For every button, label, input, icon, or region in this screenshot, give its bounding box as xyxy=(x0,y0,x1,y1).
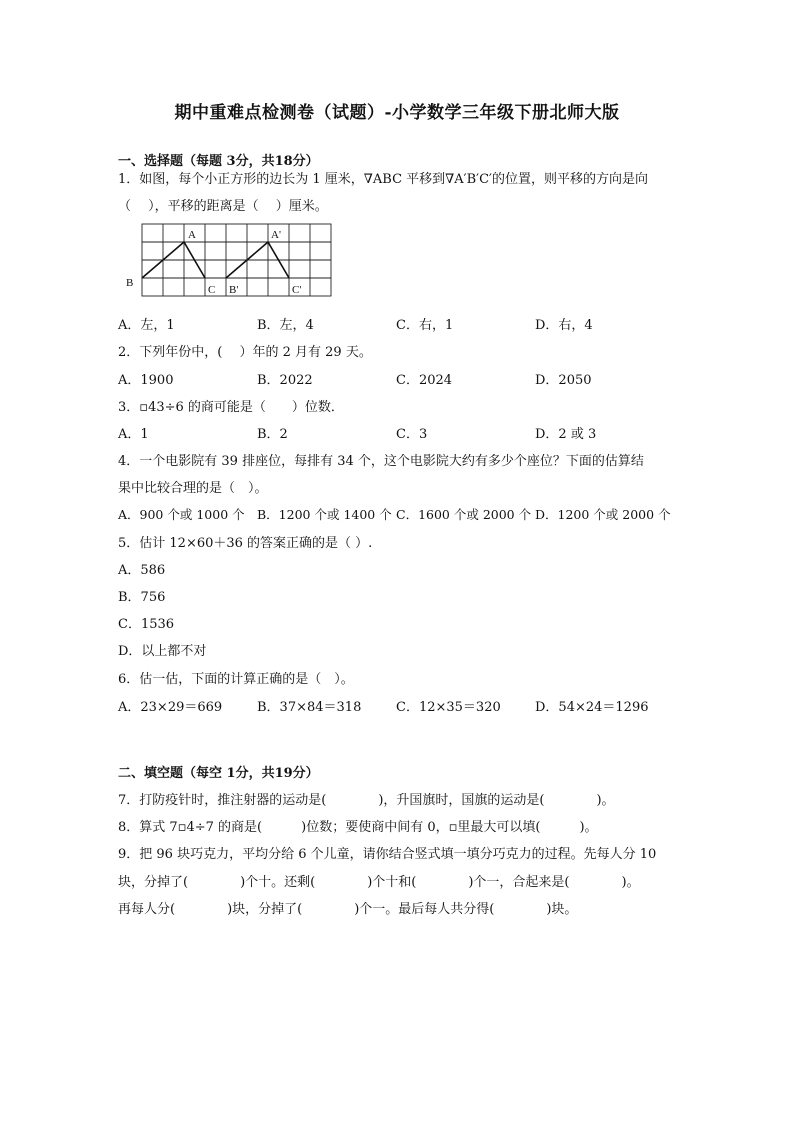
q4-text-line1: 4．一个电影院有 39 排座位，每排有 34 个，这个电影院大约有多少个座位？下面的估算结 xyxy=(118,454,644,469)
q4-text-line2: 果中比较合理的是（ ）。 xyxy=(118,481,268,496)
q3-option-a: A．1 xyxy=(118,427,149,442)
q6-option-c: C．12×35＝320 xyxy=(396,700,501,715)
q2-option-b: B．2022 xyxy=(257,373,313,388)
q1-option-a: A．左，1 xyxy=(118,318,175,333)
q3-option-b: B．2 xyxy=(257,427,288,442)
label-b: B xyxy=(126,277,134,289)
q5-option-d: D．以上都不对 xyxy=(118,644,207,659)
q9-text-line1: 9．把 96 块巧克力，平均分给 6 个儿童，请你结合竖式填一填分巧克力的过程。先每人分 10 xyxy=(118,847,657,862)
q3-option-c: C．3 xyxy=(396,427,428,442)
q4-option-b: B．1200 个或 1400 个 xyxy=(257,507,392,522)
q5-option-b: B．756 xyxy=(118,590,166,605)
q6-text: 6．估一估，下面的计算正确的是（ ）。 xyxy=(118,672,354,687)
q4-option-a: A．900 个或 1000 个 xyxy=(118,507,245,522)
label-b-prime: B' xyxy=(229,284,239,296)
q2-option-d: D．2050 xyxy=(535,373,592,388)
q2-option-c: C．2024 xyxy=(396,373,453,388)
q6-option-b: B．37×84＝318 xyxy=(257,700,362,715)
q6-option-d: D．54×24＝1296 xyxy=(535,700,649,715)
q1-text-line2: （ ），平移的距离是（ ）厘米。 xyxy=(118,199,328,214)
q6-option-a: A．23×29＝669 xyxy=(118,700,223,715)
section-1-heading: 一、选择题（每题 3分，共18分） xyxy=(118,154,319,169)
q1-option-d: D．右，4 xyxy=(535,318,593,333)
q3-text: 3．▫43÷6 的商可能是（ ）位数． xyxy=(118,400,344,415)
label-c: C xyxy=(208,284,216,296)
q1-text-line1: 1．如图，每个小正方形的边长为 1 厘米，∇ABC 平移到∇A′B′C′的位置，则平移的方向是向 xyxy=(118,172,648,187)
q8-text: 8．算式 7▫4÷7 的商是( )位数；要使商中间有 0，▫里最大可以填( )。 xyxy=(118,820,598,835)
q4-option-c: C．1600 个或 2000 个 xyxy=(396,507,532,522)
q5-option-c: C．1536 xyxy=(118,617,175,632)
q5-text: 5．估计 12×60＋36 的答案正确的是（ ）. xyxy=(118,536,373,551)
q4-option-d: D．1200 个或 2000 个 xyxy=(535,507,671,522)
q2-text: 2．下列年份中，( ）年的 2 月有 29 天。 xyxy=(118,345,372,360)
label-a-prime: A' xyxy=(271,229,281,241)
q9-text-line3: 再每人分( )块，分掉了( )个一。最后每人共分得( )块。 xyxy=(118,902,578,917)
page-title: 期中重难点检测卷（试题）-小学数学三年级下册北师大版 xyxy=(174,103,620,123)
q9-text-line2: 块，分掉了( )个十。还剩( )个十和( )个一，合起来是( )。 xyxy=(118,875,640,890)
q1-option-c: C．右，1 xyxy=(396,318,454,333)
translation-grid-figure xyxy=(118,218,338,302)
label-a: A xyxy=(188,229,196,241)
q2-option-a: A．1900 xyxy=(118,373,174,388)
q3-option-d: D．2 或 3 xyxy=(535,427,597,442)
label-c-prime: C' xyxy=(292,284,302,296)
q1-option-b: B．左，4 xyxy=(257,318,314,333)
section-2-heading: 二、填空题（每空 1分，共19分） xyxy=(118,766,319,781)
q5-option-a: A．586 xyxy=(118,563,166,578)
q7-text: 7．打防疫针时，推注射器的运动是( )，升国旗时，国旗的运动是( )。 xyxy=(118,793,615,808)
